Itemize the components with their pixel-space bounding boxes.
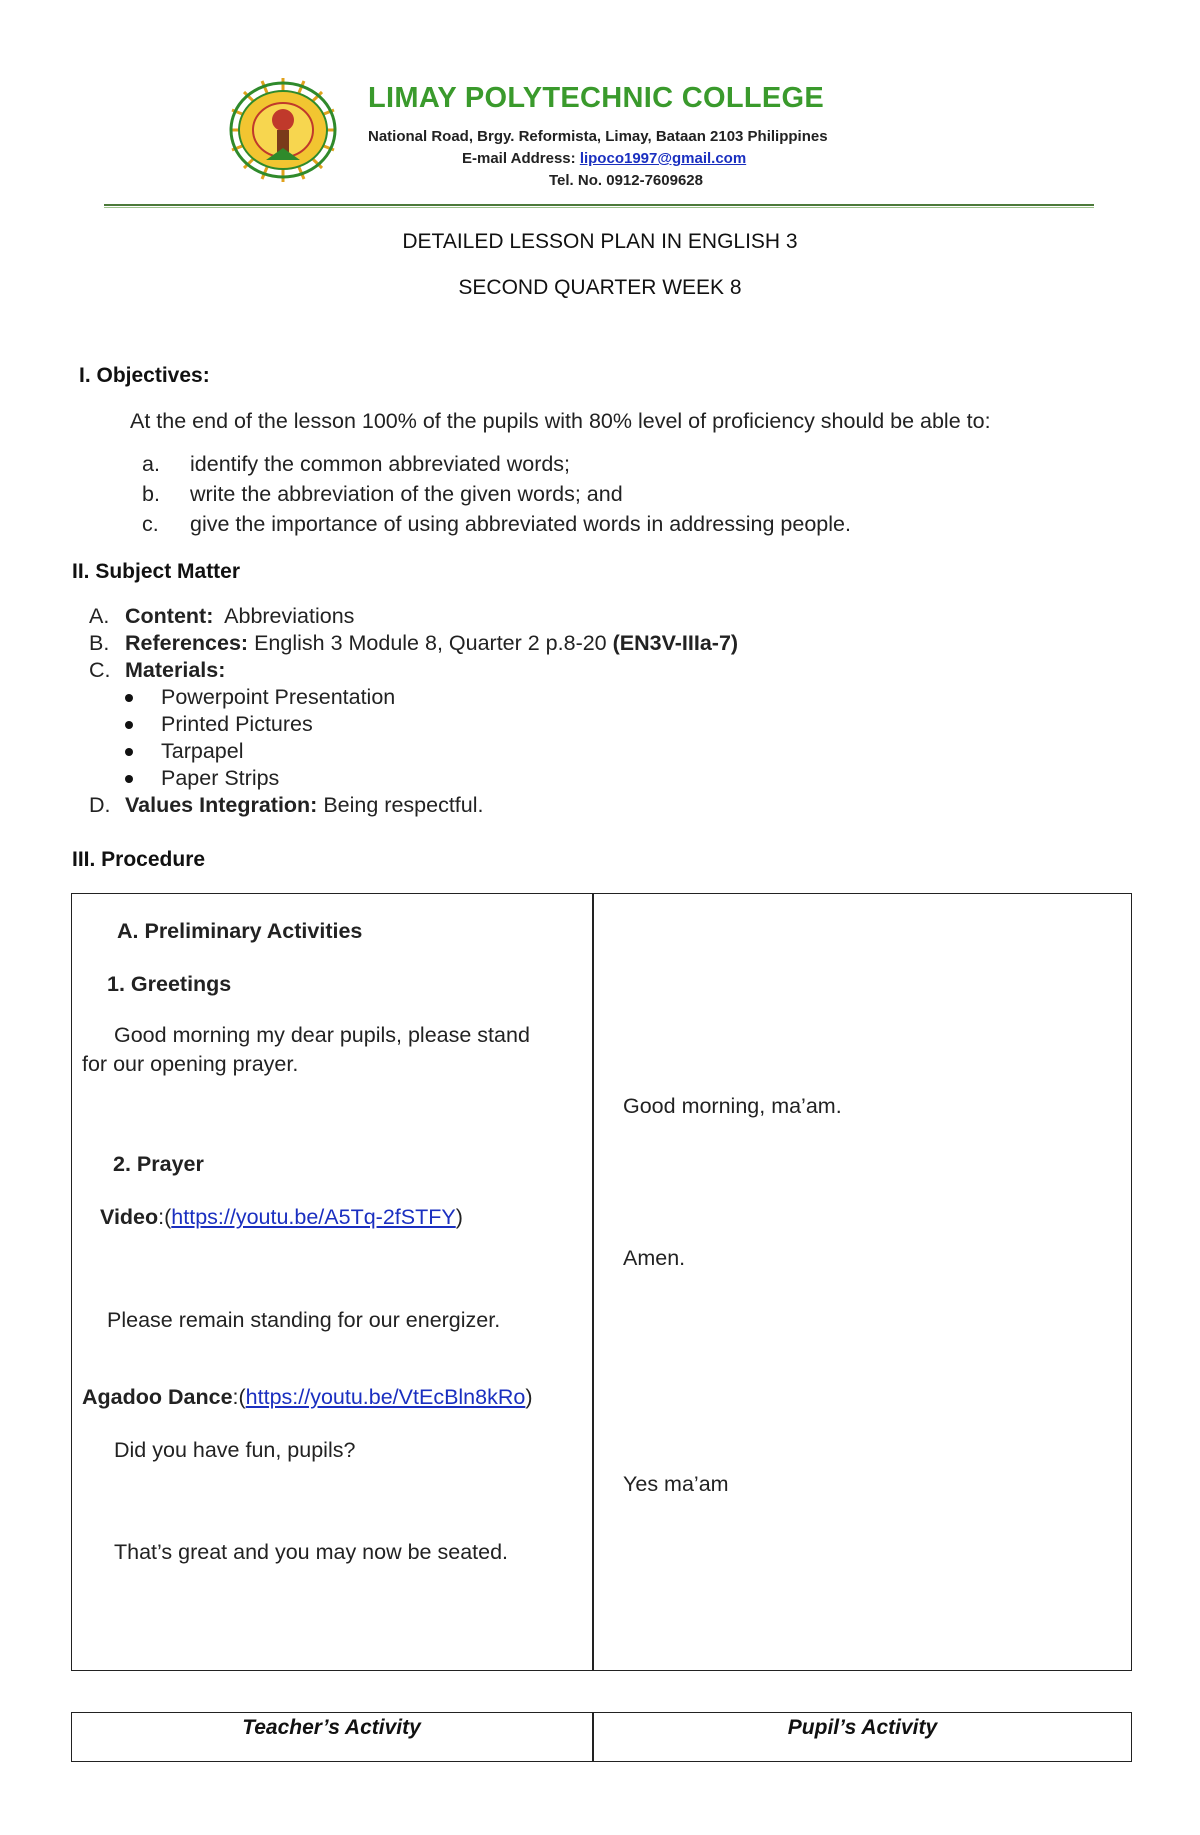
- college-name: LIMAY POLYTECHNIC COLLEGE: [368, 82, 824, 114]
- college-seal-logo: [222, 76, 344, 184]
- procedure-heading: III. Procedure: [72, 848, 206, 871]
- objective-marker: a.: [142, 452, 160, 476]
- teacher-activity-header: Teacher’s Activity: [242, 1716, 421, 1739]
- pupil-activity-header: Pupil’s Activity: [787, 1716, 938, 1739]
- content-label: Content:: [125, 604, 214, 628]
- objectives-intro: At the end of the lesson 100% of the pupils with 80% level of proficiency should be able to:: [130, 409, 991, 433]
- fun-question: Did you have fun, pupils?: [114, 1438, 356, 1462]
- document-subtitle: SECOND QUARTER WEEK 8: [458, 276, 742, 299]
- material-item: Tarpapel: [125, 738, 989, 765]
- objective-item: [142, 479, 851, 509]
- objective-text: write the abbreviation of the given words; and: [190, 482, 623, 506]
- material-item: Printed Pictures: [125, 711, 989, 738]
- greetings-text-line1: Good morning my dear pupils, please stand: [114, 1023, 530, 1047]
- agadoo-dance-line: Agadoo Dance:(https://youtu.be/VtEcBln8kRo): [82, 1385, 533, 1409]
- materials-list: [125, 684, 989, 792]
- objective-item: [142, 449, 851, 479]
- prayer-video-link[interactable]: https://youtu.be/A5Tq-2fSTFY: [171, 1205, 456, 1229]
- references-marker: B.: [89, 631, 110, 655]
- material-item: Paper Strips: [125, 765, 989, 792]
- pupil-amen: Amen.: [623, 1246, 686, 1270]
- college-address: National Road, Brgy. Reformista, Limay, Bataan 2103 Philippines: [368, 128, 828, 145]
- subject-matter-list: [89, 603, 989, 819]
- references-label: References:: [125, 631, 249, 655]
- email-label: E-mail Address:: [462, 150, 580, 167]
- objectives-heading: I. Objectives:: [79, 364, 210, 387]
- materials-row: [89, 657, 989, 684]
- prayer-video-line: Video:(https://youtu.be/A5Tq-2fSTFY): [100, 1205, 463, 1229]
- objectives-list: [142, 449, 851, 539]
- values-label: Values Integration:: [125, 793, 318, 817]
- objective-item: [142, 509, 851, 539]
- materials-marker: C.: [89, 658, 111, 682]
- pupil-greeting-reply: Good morning, ma’am.: [623, 1094, 842, 1118]
- agadoo-dance-link[interactable]: https://youtu.be/VtEcBln8kRo: [245, 1385, 526, 1409]
- prayer-heading: 2. Prayer: [113, 1152, 204, 1176]
- energizer-instruction: Please remain standing for our energizer.: [107, 1308, 501, 1332]
- content-marker: A.: [89, 604, 110, 628]
- content-row: [89, 603, 989, 630]
- values-value: Being respectful.: [323, 793, 484, 817]
- college-email-line: [462, 150, 746, 167]
- agadoo-label: Agadoo Dance: [82, 1385, 233, 1409]
- objective-text: give the importance of using abbreviated words in addressing people.: [190, 512, 851, 536]
- objective-marker: b.: [142, 482, 160, 506]
- header-divider-shadow: [104, 207, 1094, 208]
- header-divider: [104, 204, 1094, 206]
- seated-instruction: That’s great and you may now be seated.: [114, 1540, 509, 1564]
- college-telephone: Tel. No. 0912-7609628: [549, 172, 703, 189]
- preliminary-activities-heading: A. Preliminary Activities: [117, 919, 363, 943]
- material-item: Powerpoint Presentation: [125, 684, 989, 711]
- objective-text: identify the common abbreviated words;: [190, 452, 571, 476]
- video-label: Video: [100, 1205, 159, 1229]
- pupil-yes-reply: Yes ma’am: [623, 1472, 729, 1496]
- values-marker: D.: [89, 793, 111, 817]
- document-title: DETAILED LESSON PLAN IN ENGLISH 3: [402, 230, 798, 253]
- subject-matter-heading: II. Subject Matter: [72, 560, 241, 583]
- values-row: [89, 792, 989, 819]
- email-link[interactable]: lipoco1997@gmail.com: [579, 150, 747, 167]
- objective-marker: c.: [142, 512, 159, 536]
- greetings-heading: 1. Greetings: [107, 972, 232, 996]
- references-row: [89, 630, 989, 657]
- references-code: (EN3V-IIIa-7): [612, 631, 739, 655]
- greetings-text-line2: for our opening prayer.: [82, 1052, 299, 1076]
- references-value: English 3 Module 8, Quarter 2 p.8-20: [254, 631, 613, 655]
- materials-label: Materials:: [125, 658, 226, 682]
- procedure-table-divider: [592, 893, 594, 1671]
- content-value: Abbreviations: [224, 604, 355, 628]
